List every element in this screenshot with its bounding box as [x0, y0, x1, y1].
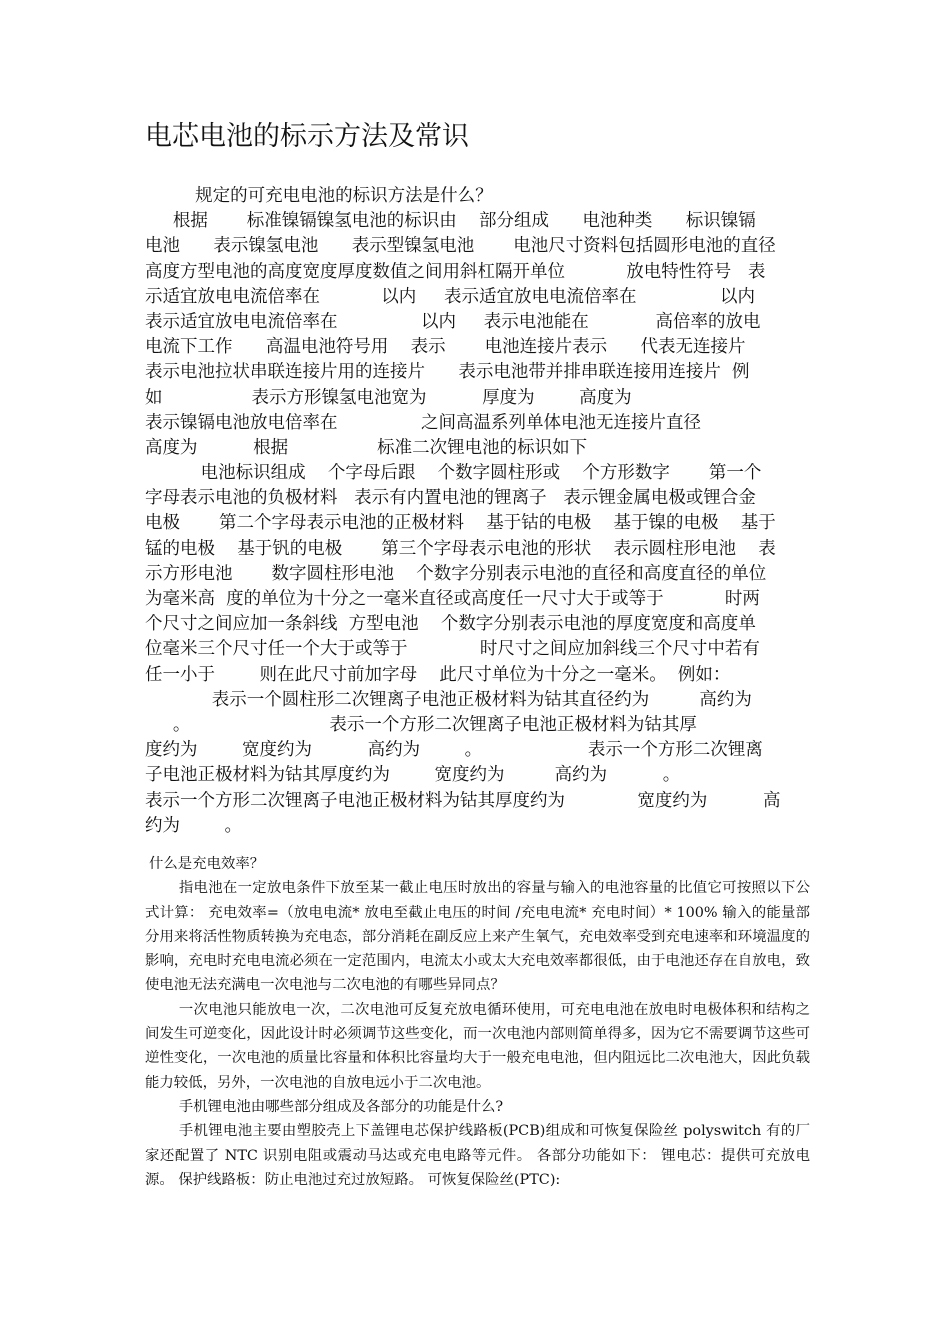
paragraph-phone-battery-components: 手机锂电池主要由塑胶壳上下盖锂电芯保护线路板(PCB)组成和可恢复保险丝 polyswitch 有的厂家还配置了 NTC 识别电阻或震动马达或充电电路等元件。 各部分功能如下： 锂电芯：提供可充放电源。 保护线路板：防止电池过充过放短路。 可恢复保险丝(PTC): — [145, 1123, 810, 1188]
text-line: 表示适宜放电电流倍率在 以内 表示电池能在 高倍率的放电 — [145, 311, 761, 332]
text-line: 表示一个圆柱形二次锂离子电池正极材料为钴其直径约为 高约为 — [145, 689, 752, 710]
text-line: 如 表示方形镍氢电池宽为 厚度为 高度为 — [145, 387, 632, 408]
text-line: 位毫米三个尺寸任一个大于或等于 时尺寸之间应加斜线三个尺寸中若有 — [145, 639, 760, 660]
text-line: 根据 标准镍镉镍氢电池的标识由 部分组成 电池种类 标识镍镉 — [145, 211, 756, 232]
text-line: 高度方型电池的高度宽度厚度数值之间用斜杠隔开单位 放电特性符号 表 — [145, 261, 766, 282]
text-line: 。 表示一个方形二次锂离子电池正极材料为钴其厚 — [145, 714, 697, 735]
text-line: 高度为 根据 标准二次锂电池的标识如下 — [145, 437, 588, 458]
text-line: 子电池正极材料为钴其厚度约为 宽度约为 高约为 。 — [145, 765, 681, 786]
question-charging-efficiency: 什么是充电效率？ — [149, 856, 265, 872]
section-charging-faq — [145, 852, 810, 1192]
paragraph-battery-differences: 一次电池只能放电一次，二次电池可反复充放电循环使用，可充电电池在放电时电极体积和结构之间发生可逆变化，因此设计时必须调节这些变化，而一次电池内部则简单得多，因为它不需要调节这些可逆性变化，一次电池的质量比容量和体积比容量均大于一般充电电池，但内阻远比二次电池大，因此负载能力较低，另外，一次电池的自放电远小于二次电池。 — [145, 1001, 810, 1091]
text-line: 约为 。 — [145, 815, 243, 836]
text-line: 电流下工作 高温电池符号用 表示 电池连接片表示 代表无连接片 — [145, 337, 746, 358]
text-line: 度约为 宽度约为 高约为 。 表示一个方形二次锂离 — [145, 740, 763, 761]
text-line: 个尺寸之间应加一条斜线 方型电池 个数字分别表示电池的厚度宽度和高度单 — [145, 614, 756, 635]
text-line: 表示一个方形二次锂离子电池正极材料为钴其厚度约为 宽度约为 高 — [145, 790, 781, 811]
text-line: 示方形电池 数字圆柱形电池 个数字分别表示电池的直径和高度直径的单位 — [145, 563, 767, 584]
text-line: 任一小于 则在此尺寸前加字母 此尺寸单位为十分之一毫米。 例如： — [145, 664, 731, 685]
text-line: 规定的可充电电池的标识方法是什么？ — [145, 186, 493, 206]
document-title: 电芯电池的标示方法及常识 — [145, 121, 469, 152]
paragraph-charging-efficiency: 指电池在一定放电条件下放至某一截止电压时放出的容量与输入的电池容量的比值它可按照以下公式计算： 充电效率=（放电电流* 放电至截止电压的时间 /充电电流* 充电时间）* 100% 输入的能量部分用来将活性物质转换为充电态，部分消耗在副反应上来产生氧气，充电效率受到充电速率和环境温度的影响，充电时充电电流必须在一定范围内，电流太小或太大充电效率都很低，由于电池还存在自放电，致使电池无法充满电一次电池与二次电池的有哪些异同点？ — [145, 880, 810, 994]
text-line: 表示镍镉电池放电倍率在 之间高温系列单体电池无连接片直径 — [145, 412, 701, 433]
text-line: 示适宜放电电流倍率在 以内 表示适宜放电电流倍率在 以内 — [145, 286, 755, 307]
question-phone-battery-components: 手机锂电池由哪些部分组成及各部分的功能是什么? — [178, 1098, 504, 1115]
text-line: 表示电池拉状串联连接片用的连接片 表示电池带并排串联连接用连接片 例 — [145, 362, 750, 383]
text-line: 字母表示电池的负极材料 表示有内置电池的锂离子 表示锂金属电极或锂合金 — [145, 488, 756, 509]
text-line: 电池标识组成 个字母后跟 个数字圆柱形或 个方形数字 第一个 — [145, 463, 762, 484]
text-line: 为毫米高 度的单位为十分之一毫米直径或高度任一尺寸大于或等于 时两 — [145, 589, 760, 609]
text-line: 锰的电极 基于钒的电极 第三个字母表示电池的形状 表示圆柱形电池 表 — [145, 538, 776, 559]
text-line: 电极 第二个字母表示电池的正极材料 基于钴的电极 基于镍的电极 基于 — [145, 513, 776, 534]
section-battery-labeling — [145, 184, 810, 839]
text-line: 电池 表示镍氢电池 表示型镍氢电池 电池尺寸资料包括圆形电池的直径 — [145, 236, 776, 257]
